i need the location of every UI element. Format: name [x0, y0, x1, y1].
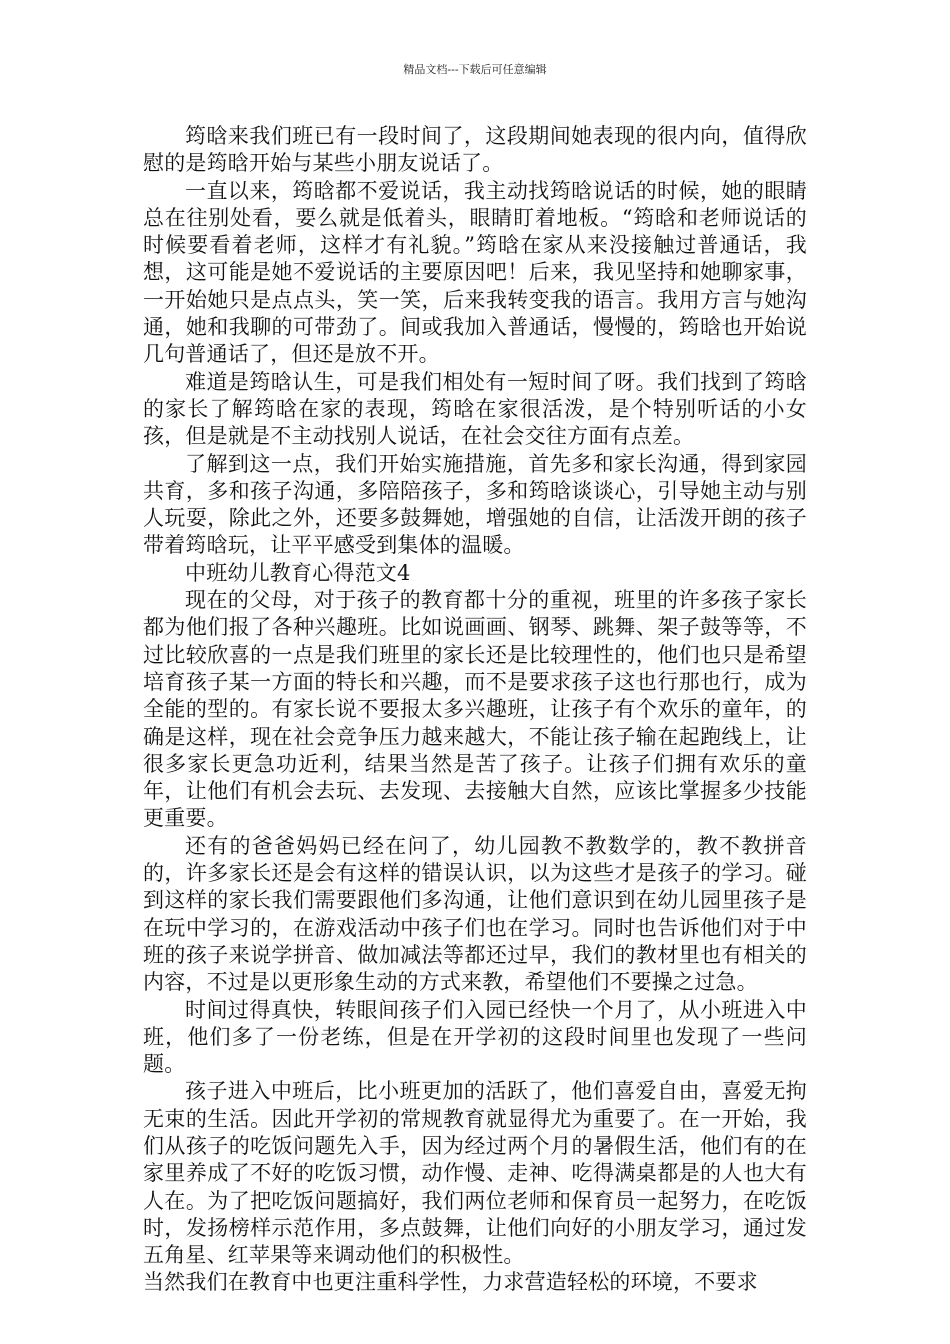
- paragraph-6: 还有的爸爸妈妈已经在问了，幼儿园教不教数学的，教不教拼音的，许多家长还是会有这样的错误认识，以为这些才是孩子的学习。碰到这样的家长我们需要跟他们多沟通，让他们意识到在幼儿园里孩子是在玩中学习的，在游戏活动中孩子们也在学习。同时也告诉他们对于中班的孩子来说学拼音、做加减法等都还过早，我们的教材里也有相关的内容，不过是以更形象生动的方式来教，希望他们不要操之过急。: [143, 833, 807, 995]
- paragraph-5: 现在的父母，对于孩子的教育都十分的重视，班里的许多孩子家长都为他们报了各种兴趣班。比如说画画、钢琴、跳舞、架子鼓等等，不过比较欣喜的一点是我们班里的家长还是比较理性的，他们也只是希望培育孩子某一方面的特长和兴趣，而不是要求孩子这也行那也行，成为全能的型的。有家长说不要报太多兴趣班，让孩子有个欢乐的童年，的确是这样，现在社会竞争压力越来越大，不能让孩子输在起跑线上，让很多家长更急功近利，结果当然是苦了孩子。让孩子们拥有欢乐的童年，让他们有机会去玩、去发现、去接触大自然，应该比掌握多少技能更重要。: [143, 588, 807, 831]
- paragraph-1: 筠晗来我们班已有一段时间了，这段期间她表现的很内向，值得欣慰的是筠晗开始与某些小朋友说话了。: [143, 124, 807, 176]
- paragraph-3: 难道是筠晗认生，可是我们相处有一短时间了呀。我们找到了筠晗的家长了解筠晗在家的表现，筠晗在家很活泼，是个特别听话的小女孩，但是就是不主动找别人说话，在社会交往方面有点差。: [143, 369, 807, 449]
- paragraph-9: 当然我们在教育中也更注重科学性，力求营造轻松的环境，不要求: [143, 1270, 758, 1295]
- paragraph-7: 时间过得真快，转眼间孩子们入园已经快一个月了，从小班进入中班，他们多了一份老练，但是在开学初的这段时间里也发现了一些问题。: [143, 997, 807, 1077]
- paragraph-8: 孩子进入中班后，比小班更加的活跃了，他们喜爱自由，喜爱无拘无束的生活。因此开学初的常规教育就显得尤为重要了。在一开始，我们从孩子的吃饭问题先入手，因为经过两个月的暑假生活，他们有的在家里养成了不好的吃饭习惯，动作慢、走神、吃得满桌都是的人也大有人在。为了把吃饭问题搞好，我们两位老师和保育员一起努力，在吃饭时，发扬榜样示范作用，多点鼓舞，让他们向好的小朋友学习，通过发五角星、红苹果等来调动他们的积极性。: [143, 1079, 807, 1268]
- paragraph-4: 了解到这一点，我们开始实施措施，首先多和家长沟通，得到家园共育，多和孩子沟通，多陪陪孩子，多和筠晗谈谈心，引导她主动与别人玩耍，除此之外，还要多鼓舞她，增强她的自信，让活泼开朗的孩子带着筠晗玩，让平平感受到集体的温暖。: [143, 451, 807, 558]
- paragraph-2: 一直以来，筠晗都不爱说话，我主动找筠晗说话的时候，她的眼睛总在往别处看，要么就是低着头，眼睛盯着地板。“筠晗和老师说话的时候要看着老师，这样才有礼貌。”筠晗在家从来没接触过普通话，我想，这可能是她不爱说话的主要原因吧！后来，我见坚持和她聊家事，一开始她只是点点头，笑一笑，后来我转变我的语言。我用方言与她沟通，她和我聊的可带劲了。间或我加入普通话，慢慢的，筠晗也开始说几句普通话了，但还是放不开。: [143, 178, 807, 367]
- document-body: [143, 123, 807, 1297]
- page-header: 精品文档---下载后可任意编辑: [403, 63, 547, 76]
- section-heading: 中班幼儿教育心得范文4: [185, 560, 411, 585]
